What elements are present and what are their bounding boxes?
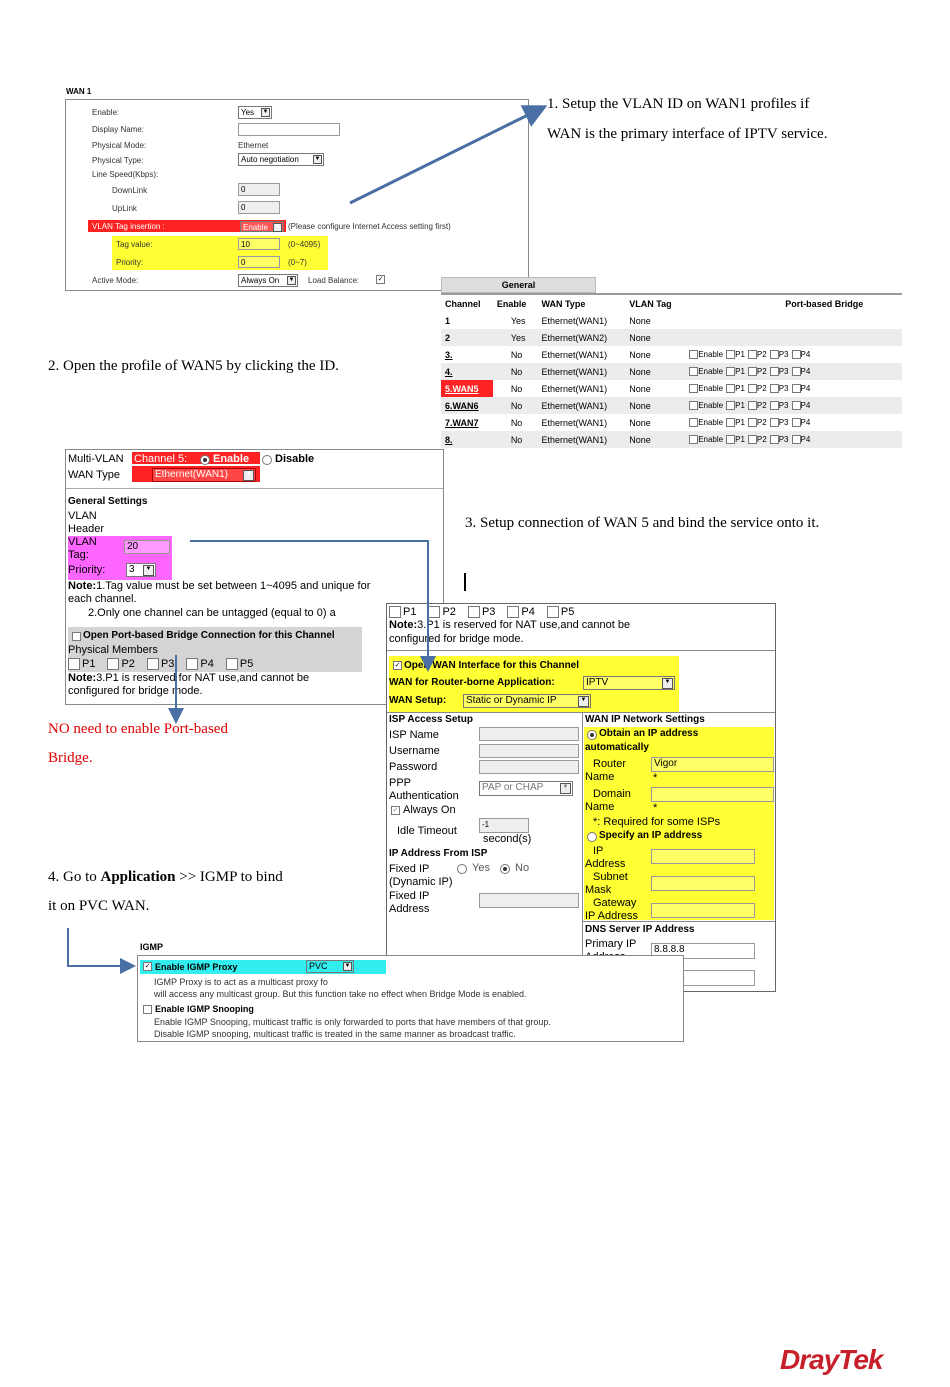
bridge-label: P1 — [735, 366, 745, 376]
port-label: P1 — [82, 658, 96, 670]
col-header: WAN Type — [541, 298, 586, 309]
ppp-auth-1: PPP — [389, 777, 412, 789]
igmp-proxy-select[interactable]: PVC ▼ — [306, 960, 354, 973]
port-label: P3 — [481, 606, 496, 618]
port-label: P4 — [200, 658, 214, 670]
wan-type-cell: Ethernet(WAN1) — [541, 315, 608, 326]
bridge-label: P1 — [735, 417, 745, 427]
physical-members-label: Physical Members — [68, 644, 158, 656]
bridge-label: Enable — [698, 349, 724, 359]
port-label: P5 — [239, 658, 254, 670]
enable-cell: No — [510, 434, 523, 445]
load-balance-checkbox[interactable]: ✓ — [377, 276, 384, 283]
bridge-label: P1 — [735, 383, 745, 393]
bridge-label: P3 — [778, 383, 789, 393]
vlan-tag-cell: None — [629, 315, 651, 326]
vlan-tag-cell: None — [629, 349, 651, 360]
bridge-label: P2 — [756, 349, 767, 359]
bridge-label: Enable — [698, 417, 724, 427]
password-label: Password — [389, 761, 438, 773]
physical-mode-value: Ethernet — [238, 141, 269, 150]
priority-input[interactable]: 0 — [238, 256, 280, 268]
port-label: P4 — [521, 606, 535, 618]
fixed-ip-1: Fixed IP — [389, 863, 430, 875]
enable-cell: Yes — [510, 332, 526, 343]
ppp-auth-2: Authentication — [389, 790, 459, 802]
bridge-label: P4 — [800, 383, 811, 393]
igmp-proxy-label: Enable IGMP Proxy — [155, 962, 238, 972]
router-name-1: Router — [593, 758, 627, 770]
uplink-input[interactable]: 0 — [238, 201, 280, 214]
step1-line2: WAN is the primary interface of IPTV service. — [547, 126, 828, 142]
always-on-checkbox[interactable]: ✓ — [392, 807, 399, 814]
bridge-label: Enable — [698, 400, 724, 410]
col-header: Port-based Bridge — [785, 298, 864, 309]
domain-name-2: Name — [585, 801, 615, 813]
channel-link[interactable]: 7.WAN7 — [445, 417, 479, 428]
bridge-label: P2 — [756, 400, 767, 410]
vlan-header-2: Header — [68, 523, 105, 535]
bridge-label: Enable — [698, 366, 724, 376]
priority-label: Priority: — [68, 564, 106, 576]
arrow-step3 — [190, 541, 428, 668]
vlan-tag-cell: None — [629, 400, 651, 411]
col-header: VLAN Tag — [629, 298, 672, 309]
port-label: P5 — [560, 606, 575, 618]
port-label: P1 — [403, 606, 417, 618]
vlan-tag-cell: None — [629, 332, 651, 343]
priority-label: Priority: — [116, 258, 144, 267]
dns-title: DNS Server IP Address — [585, 924, 695, 935]
domain-name-star: * — [653, 802, 658, 814]
bridge-label: P3 — [778, 349, 789, 359]
enable-label: Enable — [213, 453, 250, 465]
port-label: P2 — [442, 606, 456, 618]
port-label: P3 — [160, 658, 175, 670]
open-wan-checkbox[interactable]: ✓ — [394, 662, 401, 669]
wan1-title: WAN 1 — [66, 87, 92, 96]
fixed-ip-yes-label: Yes — [472, 862, 490, 874]
vlan-tag-2: Tag: — [68, 549, 89, 561]
multi-vlan-label: Multi-VLAN — [68, 453, 124, 465]
ip-from-isp-title: IP Address From ISP — [389, 848, 488, 859]
wan-type-select[interactable]: Ethernet(WAN1) ▼ — [152, 468, 256, 482]
proxy-desc2: will access any multicast group. But this function take no effect when Bridge Mode is enabled. — [154, 989, 527, 999]
gateway-2: IP Address — [585, 910, 638, 922]
wan5-note-b: configured for bridge mode. — [389, 633, 524, 645]
active-mode-select[interactable]: Always On ▼ — [238, 274, 298, 287]
channel-link[interactable]: 4. — [445, 366, 453, 377]
note2: 2.Only one channel can be untagged (equal to 0) a — [88, 607, 336, 619]
isp-name-label: ISP Name — [389, 729, 439, 741]
enable-label: Enable: — [92, 108, 120, 117]
wan-type-cell: Ethernet(WAN1) — [541, 349, 608, 360]
username-label: Username — [389, 745, 440, 757]
vlan-tag-input[interactable]: 20 — [124, 540, 170, 554]
disable-label: Disable — [275, 453, 315, 465]
downlink-input[interactable]: 0 — [238, 183, 280, 196]
wan-type-cell: Ethernet(WAN2) — [541, 332, 608, 343]
router-app-label: WAN for Router-borne Application: — [389, 677, 555, 688]
enable-cell: No — [510, 417, 523, 428]
enable-cell: Yes — [510, 315, 526, 326]
bridge-label: P1 — [735, 400, 745, 410]
primary-dns-input[interactable]: 8.8.8.8 — [651, 943, 755, 959]
enable-select[interactable]: Yes ▼ — [238, 106, 272, 119]
channel-link[interactable]: 8. — [445, 434, 453, 445]
vlan-tag-select[interactable]: Enable ▼ — [240, 221, 284, 232]
bridge-label: P3 — [778, 417, 789, 427]
arrow-step1 — [350, 108, 542, 203]
idle-timeout-label: Idle Timeout — [397, 825, 457, 837]
channel-link[interactable]: 6.WAN6 — [445, 400, 479, 411]
always-on-label: Always On — [403, 804, 456, 816]
wan-type-cell: Ethernet(WAN1) — [541, 417, 608, 428]
bridge-label: P1 — [735, 434, 745, 444]
wan-type-cell: Ethernet(WAN1) — [541, 383, 608, 394]
general-settings-title: General Settings — [68, 496, 148, 507]
uplink-label: UpLink — [112, 204, 137, 213]
vlan-tag-cell: None — [629, 434, 651, 445]
router-name-input[interactable]: Vigor — [651, 757, 774, 772]
step3-text: 3. Setup connection of WAN 5 and bind the service onto it. — [465, 515, 820, 531]
step4-line2: it on PVC WAN. — [48, 898, 150, 914]
col-header: Channel — [445, 298, 481, 309]
note3b: configured for bridge mode. — [68, 685, 203, 697]
enable-cell: No — [510, 366, 523, 377]
wan-type-label: WAN Type — [68, 469, 120, 481]
igmp-snooping-label: Enable IGMP Snooping — [155, 1004, 254, 1014]
channel-link[interactable]: 3. — [445, 349, 453, 360]
vlan-header-1: VLAN — [68, 510, 97, 522]
red-note-line2: Bridge. — [48, 750, 93, 766]
display-name-label: Display Name: — [92, 125, 145, 134]
bridge-label: P4 — [800, 366, 811, 376]
obtain-ip-label: Obtain an IP address — [599, 728, 699, 739]
note1b: each channel. — [68, 593, 137, 605]
step4-line1: 4. Go to Application >> IGMP to bind — [48, 869, 283, 885]
line-speed-label: Line Speed(Kbps): — [92, 170, 159, 179]
channel-label: Channel 5: — [134, 453, 188, 465]
router-name-2: Name — [585, 771, 615, 783]
bridge-label: Enable — [698, 434, 724, 444]
bridge-label: P2 — [756, 434, 767, 444]
bridge-label: P3 — [778, 366, 789, 376]
open-wan-label: Open WAN Interface for this Channel — [404, 660, 580, 671]
idle-timeout-input[interactable]: -1 — [479, 818, 529, 833]
bridge-label: P4 — [800, 400, 811, 410]
step1-line1: 1. Setup the VLAN ID on WAN1 profiles if — [547, 96, 810, 112]
load-balance-label: Load Balance: — [308, 276, 360, 285]
physical-type-select[interactable]: Auto negotiation ▼ — [238, 153, 324, 166]
channel-link[interactable]: 2 — [445, 332, 451, 343]
wan5-panel: P1 P2 P3 P4 P5 Note:3.P1 is reserved for NAT use,and cannot be configured for bridge mode. ✓ Open WAN Interface for this Channel WAN for Router-borne Application: IPTV ▼ WAN Setup: Static or Dynamic IP ▼ ISP Access Setup ISP Name Username Password PPP Authentication PAP or CHAP ▼ ✓ Always On Idle Timeout -1 second(s) IP Address From ISP Fixed IP (Dynamic IP) Yes No Fixed IP Address WAN IP Network Settings Obtain an IP address automatically Router Name Vigor * Domain Name * *: Required for some ISPs Specify an IP address IP Address Subnet Mask Gateway IP Address DNS Server IP Address Primary IP 8.8.8.8 — [386, 603, 776, 992]
isp-title: ISP Access Setup — [389, 714, 473, 725]
downlink-label: DownLink — [112, 186, 148, 195]
draytek-logo: DrayTek — [780, 1344, 883, 1375]
enable-cell: No — [510, 383, 523, 394]
bridge-label: P2 — [756, 383, 767, 393]
bridge-label: P3 — [778, 434, 789, 444]
physical-mode-label: Physical Mode: — [92, 141, 147, 150]
priority-range: (0~7) — [288, 258, 307, 267]
required-note: *: Required for some ISPs — [593, 816, 721, 828]
igmp-proxy-checkbox[interactable]: ✓ — [144, 963, 151, 970]
vlan-tag-cell: None — [629, 417, 651, 428]
wan-type-cell: Ethernet(WAN1) — [541, 434, 608, 445]
proxy-desc1: IGMP Proxy is to act as a multicast proxy fo — [154, 977, 328, 987]
primary-1: Primary IP — [585, 938, 637, 950]
fixed-ip-2: (Dynamic IP) — [389, 876, 453, 888]
port-label: P2 — [121, 658, 135, 670]
channel-link[interactable]: 1 — [445, 315, 451, 326]
fixed-ip-no-label: No — [515, 862, 530, 874]
obtain-ip-label-2: automatically — [585, 742, 649, 753]
enable-cell: No — [510, 349, 523, 360]
bridge-label: P4 — [800, 349, 811, 359]
fixed-ip-addr-1: Fixed IP — [389, 890, 430, 902]
channel-link[interactable]: 5.WAN5 — [441, 380, 493, 397]
wan-setup-label: WAN Setup: — [389, 695, 447, 706]
ip-addr-1: IP — [593, 845, 604, 857]
wan-type-cell: Ethernet(WAN1) — [541, 366, 608, 377]
tag-value-input[interactable]: 10 — [238, 238, 280, 250]
fixed-ip-addr-2: Address — [389, 903, 430, 915]
bridge-label: P1 — [735, 349, 745, 359]
red-note-line1: NO need to enable Port-based — [48, 721, 228, 737]
enable-cell: No — [510, 400, 523, 411]
priority-select[interactable]: 3 ▼ — [126, 563, 156, 577]
router-app-select[interactable]: IPTV ▼ — [583, 676, 675, 690]
bridge-label: P2 — [756, 417, 767, 427]
bridge-label: P3 — [778, 400, 789, 410]
snoop-desc2: Disable IGMP snooping, multicast traffic is treated in the same manner as broadcast traffic. — [154, 1029, 516, 1039]
gateway-1: Gateway — [593, 897, 637, 909]
subnet-1: Subnet — [593, 871, 628, 883]
active-mode-label: Active Mode: — [92, 276, 139, 285]
tab-general[interactable]: General — [441, 277, 596, 293]
bridge-label: P2 — [756, 366, 767, 376]
vlan-tag-cell: None — [629, 383, 651, 394]
physical-type-label: Physical Type: — [92, 156, 144, 165]
ip-addr-2: Address — [585, 858, 626, 870]
bridge-label: P4 — [800, 434, 811, 444]
wan-setup-select[interactable]: Static or Dynamic IP ▼ — [463, 694, 591, 708]
vlan-tag-cell: None — [629, 366, 651, 377]
subnet-2: Mask — [585, 884, 612, 896]
step2-text: 2. Open the profile of WAN5 by clicking the ID. — [48, 358, 339, 374]
igmp-title: IGMP — [140, 942, 164, 952]
open-bridge-label: Open Port-based Bridge Connection for this Channel — [83, 630, 335, 641]
vlan-tag-note: (Please configure Internet Access setting first) — [288, 222, 451, 231]
wan-type-cell: Ethernet(WAN1) — [541, 400, 608, 411]
tag-value-label: Tag value: — [116, 240, 153, 249]
bridge-label: P4 — [800, 417, 811, 427]
vlan-tag-1: VLAN — [68, 536, 97, 548]
router-name-star: * — [653, 772, 658, 784]
mvlan-panel: Multi-VLAN Channel 5: Enable Disable WAN Type Ethernet(WAN1) ▼ General Settings VLAN Header VLAN Tag: 20 Priority: 3 ▼ Note:1.Tag value must be set between 1~4095 and unique for each channel. 2.Only one channel can be untagged (equal to 0) a Open Port-based Bridge Connection for this Channel Physical Members P1 P2 P3 P4 P5 Note:3.P1 is reserved for NAT use,and cannot be configured for bridge mode. — [65, 449, 444, 705]
col-header: Enable — [496, 298, 527, 309]
wan-ip-title: WAN IP Network Settings — [585, 714, 705, 725]
specify-ip-label: Specify an IP address — [599, 830, 703, 841]
vlan-tag-label: VLAN Tag insertion : — [92, 222, 165, 231]
tag-range: (0~4095) — [288, 240, 321, 249]
snoop-desc1: Enable IGMP Snooping, multicast traffic is only forwarded to ports that have members of that group. — [154, 1017, 551, 1027]
bridge-label: Enable — [698, 383, 724, 393]
domain-name-1: Domain — [593, 788, 631, 800]
seconds-label: second(s) — [483, 833, 532, 845]
ppp-auth-select[interactable]: PAP or CHAP ▼ — [479, 781, 573, 796]
arrow-step4 — [68, 928, 132, 966]
